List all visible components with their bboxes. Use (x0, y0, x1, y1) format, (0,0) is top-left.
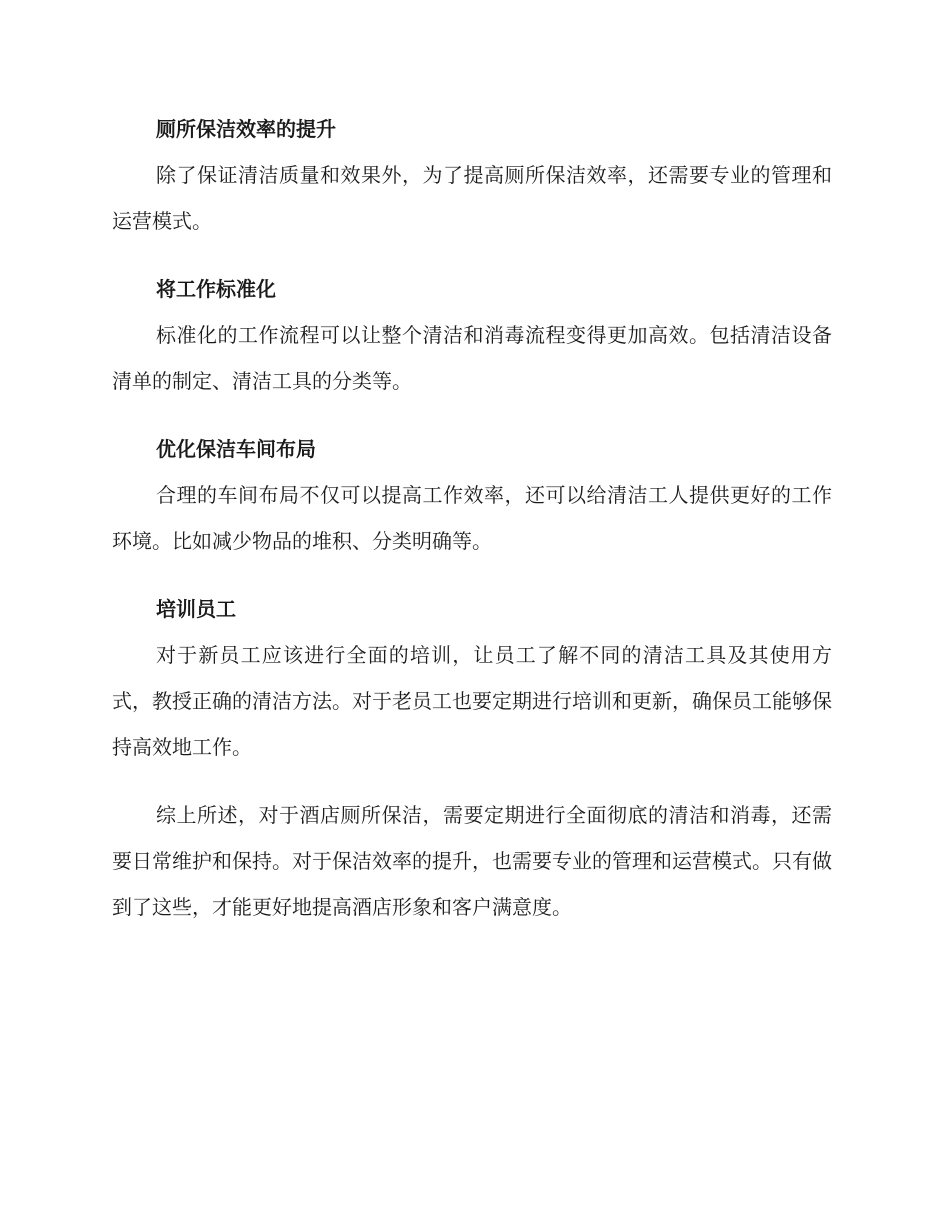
section-paragraph-efficiency: 除了保证清洁质量和效果外，为了提高厕所保洁效率，还需要专业的管理和运营模式。 (112, 163, 832, 233)
section-heading-layout: 优化保洁车间布局 (156, 437, 316, 461)
section-heading-standardization: 将工作标准化 (156, 277, 276, 301)
section-paragraph-standardization: 标准化的工作流程可以让整个清洁和消毒流程变得更加高效。包括清洁设备清单的制定、清洁工具的分类等。 (112, 323, 832, 393)
section-paragraph-layout: 合理的车间布局不仅可以提高工作效率，还可以给清洁工人提供更好的工作环境。比如减少物品的堆积、分类明确等。 (112, 483, 832, 553)
section-heading-training: 培训员工 (156, 597, 236, 621)
section-heading-efficiency: 厕所保洁效率的提升 (156, 117, 336, 141)
section-paragraph-training: 对于新员工应该进行全面的培训，让员工了解不同的清洁工具及其使用方式，教授正确的清洁方法。对于老员工也要定期进行培训和更新，确保员工能够保持高效地工作。 (112, 643, 832, 759)
conclusion-paragraph: 综上所述，对于酒店厕所保洁，需要定期进行全面彻底的清洁和消毒，还需要日常维护和保持。对于保洁效率的提升，也需要专业的管理和运营模式。只有做到了这些，才能更好地提高酒店形象和客户满意度。 (112, 803, 832, 919)
document-page (112, 106, 832, 952)
